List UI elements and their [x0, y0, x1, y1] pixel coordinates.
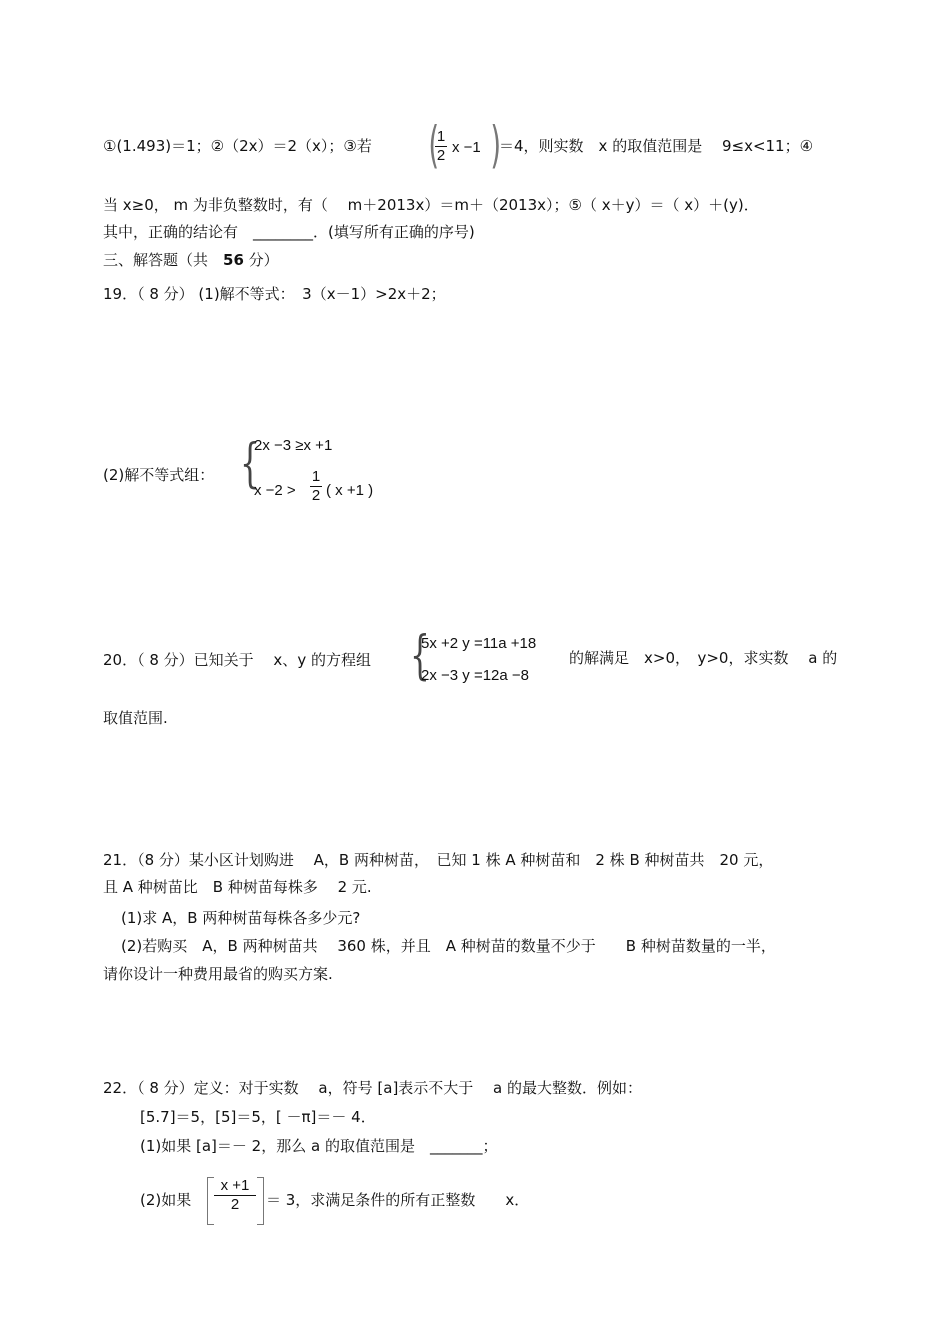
q22-sub2-prefix: (2)如果: [140, 1191, 192, 1209]
q22-frac-num: x +1: [220, 1177, 250, 1194]
q18-frac-den: 2: [436, 147, 446, 164]
q22-fraction: [214, 1177, 256, 1214]
q19-frac-den: 2: [311, 487, 321, 504]
q19-ineq2-right: ( x +1 ): [326, 482, 374, 499]
q22-line1: 22．（ 8 分）定义：对于实数 a，符号 [a]表示不大于 a 的最大整数．例如：: [103, 1079, 643, 1097]
q18-line3: 其中，正确的结论有 ________．(填写所有正确的序号): [103, 223, 475, 241]
q19-frac-num: 1: [311, 468, 321, 485]
q19-part1: 19．（ 8 分） (1)解不等式： 3（x－1）>2x＋2；: [103, 285, 446, 303]
q20-system-brace: {: [410, 626, 430, 686]
q19-system-brace: {: [240, 434, 260, 494]
q18-right-paren: ): [490, 116, 502, 174]
q18-line1-a: ①(1.493)＝1；②（2x）＝2（x）；③若: [103, 137, 372, 155]
q21-line1: 21．（8 分）某小区计划购进 A，B 两种树苗， 已知 1 株 A 种树苗和 2 株 B 种树苗共 20 元，: [103, 851, 774, 869]
section-3-suffix: 分）: [248, 251, 279, 269]
q18-left-paren: (: [428, 116, 440, 174]
section-3-header: [103, 250, 279, 270]
q20-prefix: 20．（ 8 分）已知关于 x、y 的方程组: [103, 651, 371, 669]
q18-fraction: [435, 128, 447, 165]
q22-frac-den: 2: [230, 1196, 240, 1213]
q19-ineq1: 2x −3 ≥x +1: [254, 437, 333, 454]
section-3-score: 56: [223, 251, 244, 269]
q21-sub2: (2)若购买 A，B 两种树苗共 360 株，并且 A 种树苗的数量不少于 B 种树苗数量的一半，: [121, 937, 776, 955]
q22-sub2-suffix: ＝ 3，求满足条件的所有正整数 x．: [266, 1191, 530, 1209]
q20-eq1: 5x +2 y =11a +18: [421, 635, 537, 652]
q21-line5: 请你设计一种费用最省的购买方案.: [103, 965, 333, 983]
q19-part2-label: (2)解不等式组：: [103, 466, 215, 484]
q22-line2: [5.7]＝5，[5]＝5，[ －π]＝－ 4．: [140, 1108, 376, 1126]
q22-left-bracket: [207, 1177, 214, 1225]
q20-line2: 取值范围.: [103, 709, 168, 727]
q18-line1-b: ＝4，则实数 x 的取值范围是 9≤x<11；④: [499, 137, 814, 155]
q18-line2: 当 x≥0， m 为非负整数时，有（ m＋2013x）＝m＋（2013x）；⑤（ x＋y）＝（ x）＋(y)．: [103, 196, 759, 214]
section-3-label: 三、解答题（共: [103, 251, 224, 269]
q18-paren-rest: x −1: [452, 139, 481, 156]
q21-sub1: (1)求 A，B 两种树苗每株各多少元?: [121, 909, 361, 927]
q19-ineq2-left: x −2 >: [254, 482, 296, 499]
q18-frac-num: 1: [436, 128, 446, 145]
q20-eq2: 2x −3 y =12a −8: [421, 667, 530, 684]
q22-right-bracket: [257, 1177, 264, 1225]
q20-suffix: 的解满足 x>0， y>0，求实数 a 的: [569, 649, 838, 667]
q22-sub1: (1)如果 [a]＝－ 2，那么 a 的取值范围是 _______；: [140, 1137, 498, 1155]
q21-line2: 且 A 种树苗比 B 种树苗每株多 2 元.: [103, 878, 372, 896]
q19-fraction: [310, 468, 322, 505]
